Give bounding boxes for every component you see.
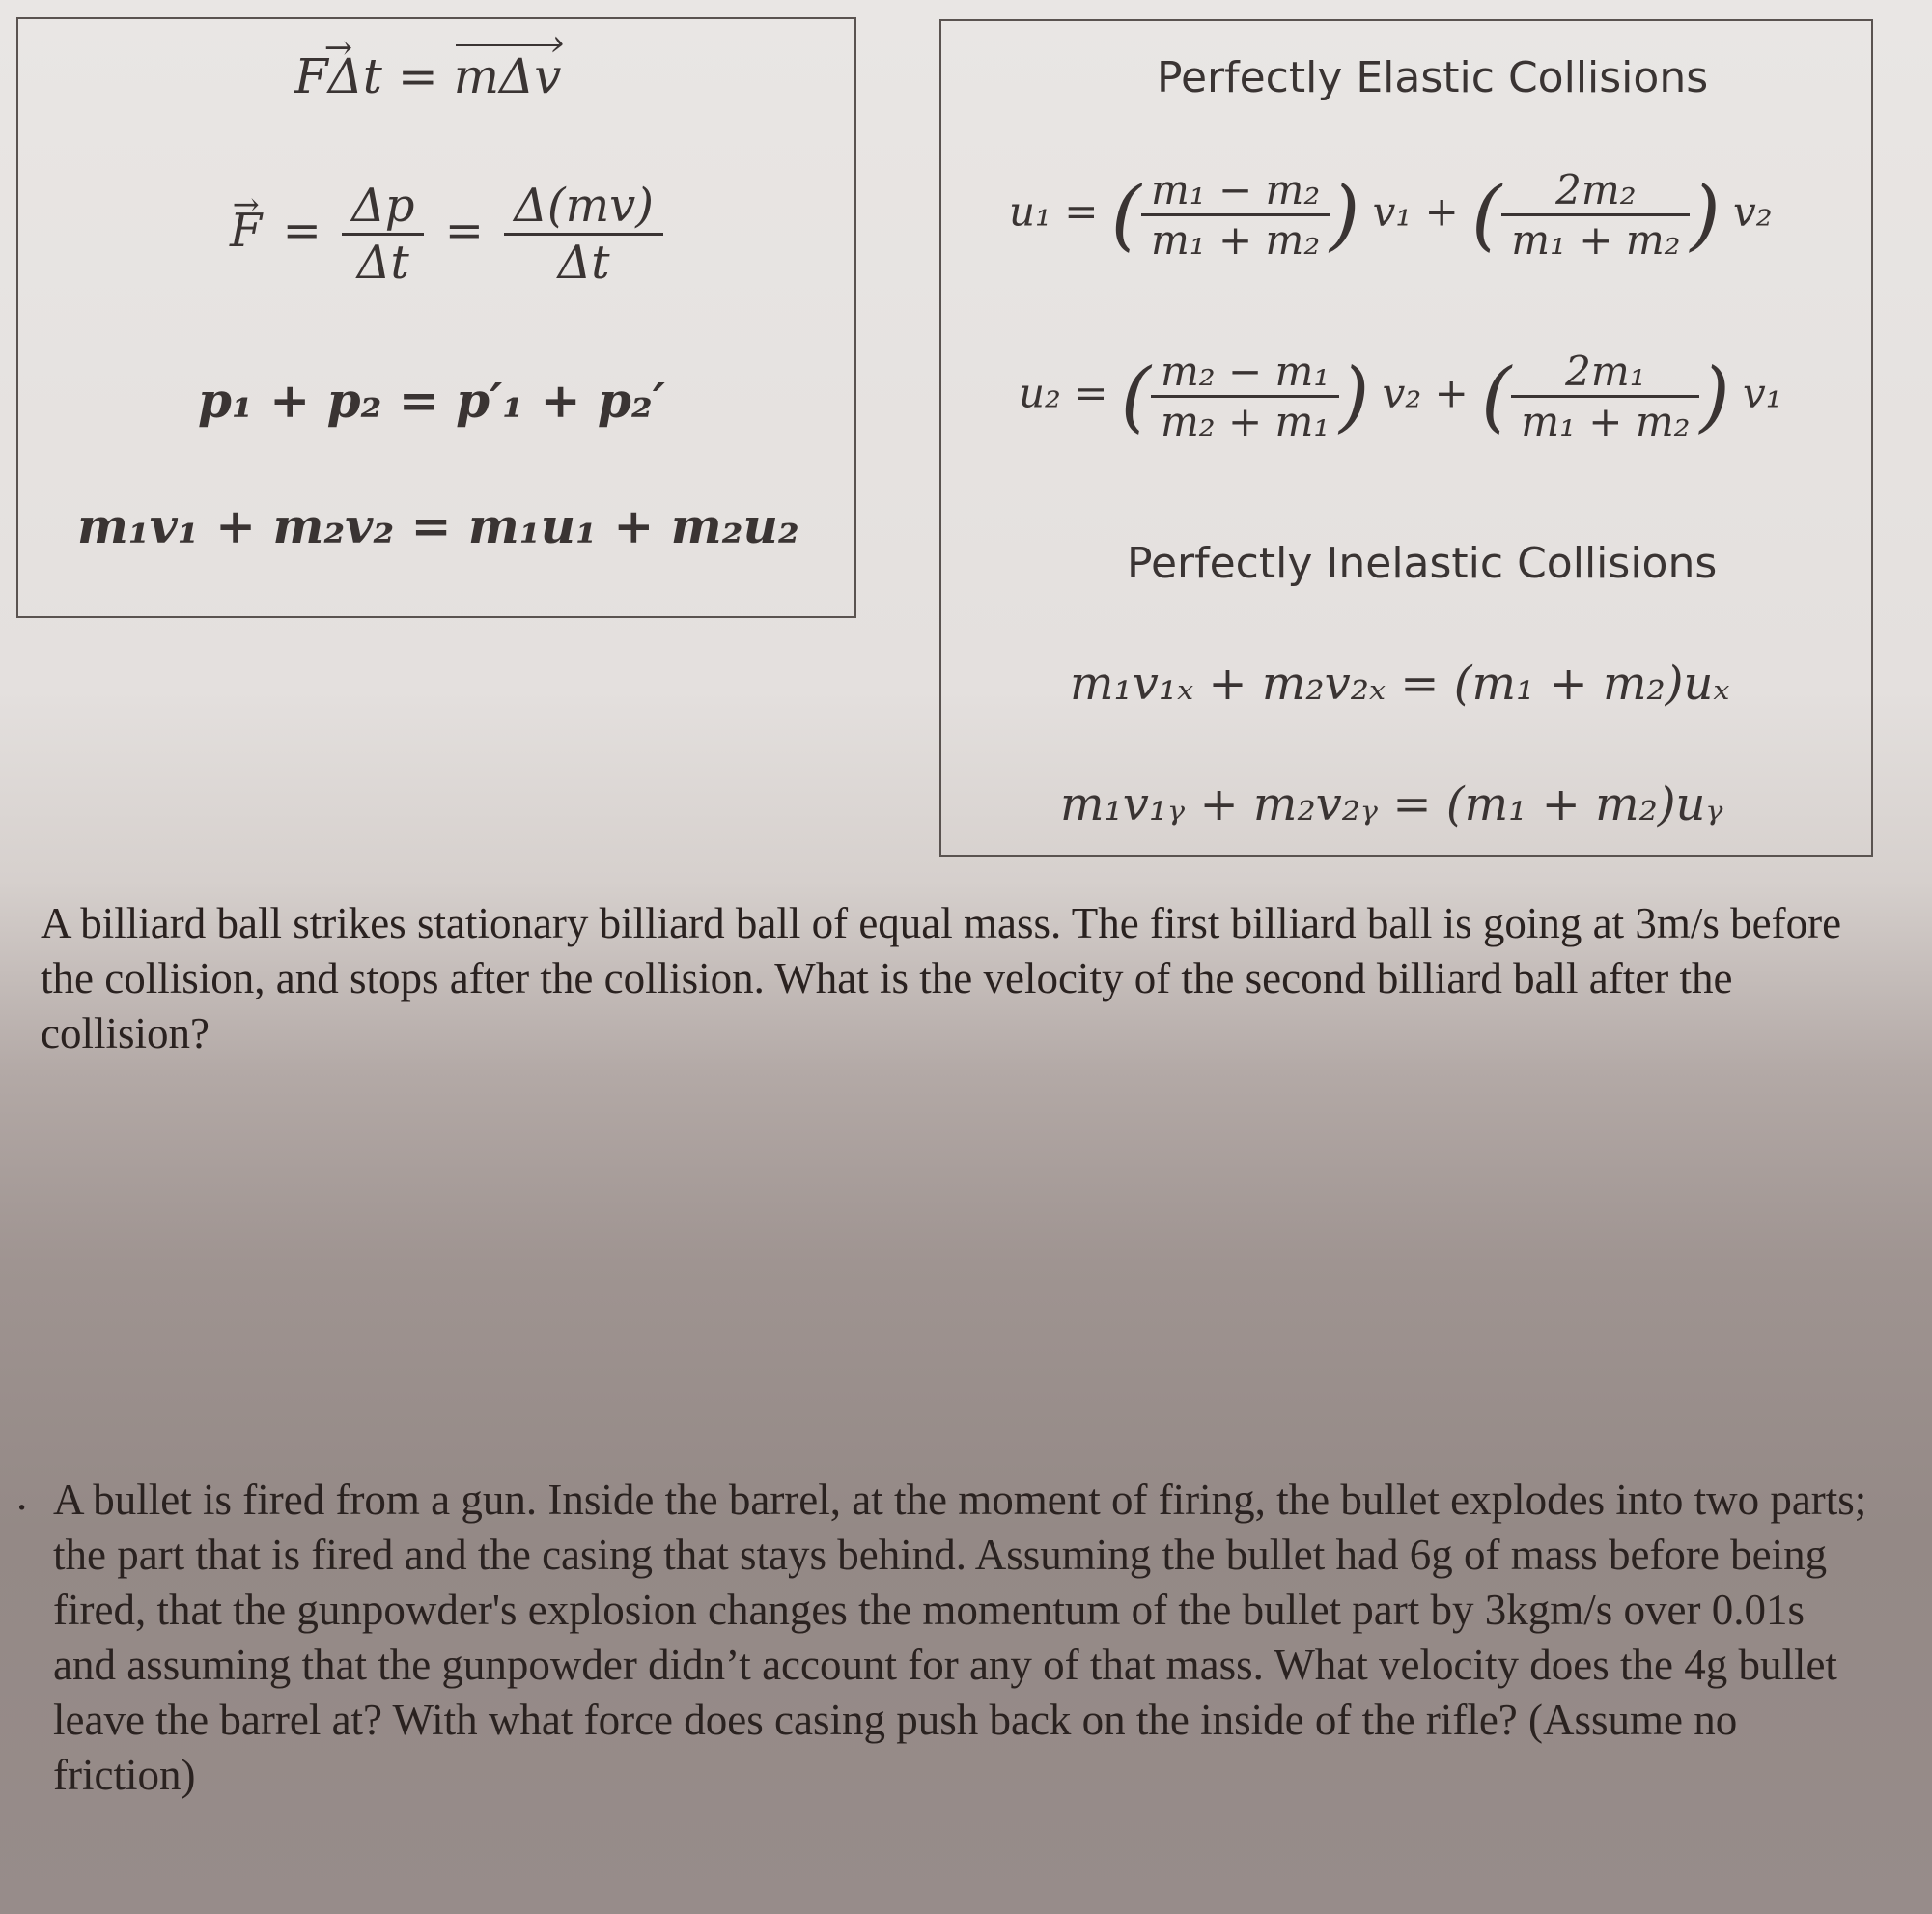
- denominator: Δt: [342, 233, 424, 290]
- open-paren: (: [1120, 351, 1151, 441]
- elastic-collisions-heading: Perfectly Elastic Collisions: [1157, 53, 1709, 102]
- open-paren: (: [1471, 169, 1502, 260]
- u2-lhs: u₂ =: [1019, 369, 1108, 417]
- two-mass-fraction: [1511, 348, 1699, 445]
- bullet-problem: A bullet is fired from a gun. Inside the barrel, at the moment of firing, the bullet explodes into two parts; the part that is fired and the casing that stays behind. Assuming the bullet had 6g of mass before being fired, that the gunpowder's explosion changes the momentum of the bullet part by 3kgm/s over 0.01s and assuming that the gunpowder didn’t account for any of that mass. What velocity does the 4g bullet leave the barrel at? With what force does casing push back on the inside of the rifle? (Assume no friction): [53, 1476, 1867, 1799]
- close-paren: ): [1690, 169, 1721, 260]
- denominator: m₁ + m₂: [1501, 213, 1690, 264]
- equals-sign: =: [282, 204, 322, 258]
- equals-sign: =: [444, 204, 484, 258]
- numerator: 2m₁: [1565, 348, 1646, 395]
- close-paren: ): [1330, 169, 1360, 260]
- inelastic-collisions-heading: Perfectly Inelastic Collisions: [1127, 539, 1718, 588]
- denominator: m₁ + m₂: [1511, 395, 1699, 445]
- u1-lhs: u₁ =: [1009, 187, 1099, 236]
- inelastic-y-equation: m₁v₁ᵧ + m₂v₂ᵧ = (m₁ + m₂)uᵧ: [1060, 777, 1723, 831]
- u2-tail-term: v₁: [1742, 369, 1782, 417]
- impulse-rhs: mΔv ›: [454, 48, 562, 104]
- numerator: 2m₂: [1555, 166, 1637, 213]
- numerator: m₂ − m₁: [1160, 348, 1330, 395]
- list-marker: .: [16, 1471, 28, 1519]
- mass-ratio-fraction: [1141, 166, 1330, 264]
- inelastic-x-equation: m₁v₁ₓ + m₂v₂ₓ = (m₁ + m₂)uₓ: [1070, 657, 1730, 711]
- fraction-dmv-dt: [504, 179, 663, 290]
- force-symbol: → F: [230, 204, 262, 258]
- denominator: Δt: [504, 233, 663, 290]
- mass-velocity-equation: m₁v₁ + m₂v₂ = m₁u₁ + m₂u₂: [77, 497, 799, 554]
- u2-middle-term: v₂ +: [1382, 369, 1469, 417]
- open-paren: (: [1110, 169, 1141, 260]
- force-equation: [230, 179, 663, 290]
- numerator: Δ(mv): [514, 179, 654, 233]
- numerator: m₁ − m₂: [1150, 166, 1321, 213]
- elastic-u1-equation: [1009, 166, 1773, 264]
- close-paren: ): [1339, 351, 1370, 441]
- mass-ratio-fraction: [1151, 348, 1339, 445]
- billiard-ball-problem: A billiard ball strikes stationary billiard ball of equal mass. The first billiard ball is going at 3m/s before the collision, and stops after the collision. What is the velocity of the second billiard ball after the collision?: [41, 899, 1842, 1057]
- u1-middle-term: v₁ +: [1372, 187, 1459, 236]
- u1-tail-term: v₂: [1732, 187, 1773, 236]
- numerator: Δp: [351, 179, 415, 233]
- open-paren: (: [1481, 351, 1512, 441]
- close-paren: ): [1699, 351, 1730, 441]
- two-mass-fraction: [1501, 166, 1690, 264]
- impulse-lhs: → FΔt: [294, 48, 382, 104]
- denominator: m₂ + m₁: [1151, 395, 1339, 445]
- fraction-dp-dt: [342, 179, 424, 290]
- impulse-equation: [294, 48, 561, 104]
- momentum-conservation-equation: p₁ + p₂ = p′₁ + p₂′: [198, 372, 665, 429]
- denominator: m₁ + m₂: [1141, 213, 1330, 264]
- elastic-u2-equation: [1019, 348, 1782, 445]
- equals-sign: =: [397, 48, 438, 104]
